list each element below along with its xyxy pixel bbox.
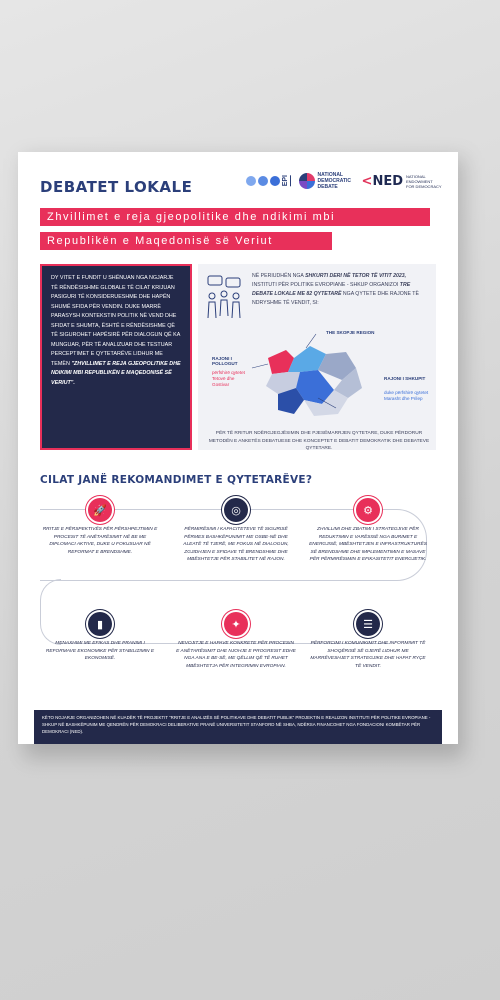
headline-banner-line1: Zhvillimet e reja gjeopolitike dhe ndikimi mbi — [40, 208, 430, 226]
gear-icon: ⚙ — [356, 498, 380, 522]
logo-strip — [246, 172, 442, 190]
people-discussion-icon — [204, 274, 246, 334]
intro-box — [40, 264, 192, 450]
epi-dot-icon — [246, 176, 256, 186]
rocket-icon: 🚀 — [88, 498, 112, 522]
footer-note: KËTO NGJARJE ORGANIZOHEN NË KUADËR TË PROJEKTIT "RRITJE E ANALIZËS SË POLITIKAVE DHE DEBATIT PUBLIK" PROJEKTIN E REALIZON INSTITUTI PËR POLITIKE EVROPIANE - SHKUP NË BASHKËPUNIM ME QENDRËN PËR DEMOKRACI DELIBERATIVE PRANË UNIVERSITETIT STANFORD NË SHBA, NDËRSA FINANCOHET NGA FONDACIONI KOMBËTAR PËR DEMOKRACI (NED). — [34, 710, 442, 744]
bar-chart-icon: ▮ — [88, 612, 112, 636]
recommendation-item: ▮ MENAXHIMI ME EFIKAS DHE PRANIMI I REFORMAVE EKONOMIKE PËR STABILIZIMIN E EKONOMISË. — [40, 612, 160, 663]
polog-region-label: RAJONI I POLLOGUT — [212, 356, 238, 366]
flyer-sheet — [18, 152, 458, 744]
recommendation-item: ✦ NEVOJITJE E HAPAVE KONKRETE PËR PROCESIN E ANËTARËSIMIT DHE NJOHJE E PROGRESIT EDHE NGA ANA E BE-SË, ME QËLLIM QË TË RUHET MBËSHTETJA PËR INTEGRIMIN EVROPIAN. — [176, 612, 296, 670]
intro-text: DY VITET E FUNDIT U SHËNUAN NGA NGJARJE TË RËNDËSISHME GLOBALE TË CILAT KRIJUAN PASIGURI TË KONSIDERUESHME DHE HAPËN SHUMË SFIDA PËR VENDIN. DUKE MARRË PARASYSH KONTEKSTIN POLITIK NË VEND DHE SFIDAT E SHUMTA, ËSHTË E RËNDËSISHME QË TË SIGUROHET HAPËSIRË PËR DIALOGUN QË KA MUNGUAR, PËR TË ANALIZUAR DHE TESTUAR PERCEPTIMET E QYTETARËVE LIDHUR ME TEMËN — [51, 275, 181, 367]
flyer-title: DEBATET LOKALE — [40, 178, 193, 196]
recommendation-item: ☰ PËRFORCIMI I KOMUNIKIMIT DHE INFORMIMIT TË SHOQËRISË SË GJERË LIDHUR ME MARRËVESHJET STRATEGJIKE DHE HAPAT RYÇE TË VENDIT. — [308, 612, 428, 670]
pelagonia-region-sub: duke përfshirë qytetet Marasht dhe Prilep — [384, 390, 429, 401]
ndd-globe-icon — [299, 173, 315, 189]
ned-logo — [362, 174, 442, 189]
pelagonia-region-label: RAJONI I SHKUPIT — [384, 376, 426, 381]
epi-logo — [246, 175, 291, 186]
debates-panel — [198, 264, 436, 450]
intro-emphasis: "ZHVILLIMET E REJA GJEOPOLITIKE DHE NDIKIMI MBI REPUBLIKËN E MAQEDONISË SË VERIUT". — [51, 360, 181, 386]
panel-bottom-note: PËR TË RRITUR NDËRGJEGJËSIMIN DHE PJESËMARRJEN QYTETARE, DUKE PËRDORUR METODËN E ANKETËS DEBATUESE DHE KONCEPTET E DEBATIT DEMOKRATIK DHE DEBATEVE QYTETARE. — [208, 431, 430, 451]
ndd-logo-text: NATIONAL DEMOCRATIC DEBATE — [317, 172, 352, 190]
skopje-region-label: THE SKOPJE REGION — [326, 330, 375, 335]
debates-description: NË PERIUDHËN NGA SHKURTI DERI NË TETOR TË VITIT 2023, INSTITUTI PËR POLITIKE EVROPIANE - SHKUP ORGANIZOI TRE DEBATE LOKALE ME 82 QYTETARË NGA QYTETE DHE RAJONE TË NDRYSHME TË VENDIT, SI: — [252, 273, 419, 306]
recommendation-item: ◎ PËRMIRËSIMI I KAPACITETEVE TË SIGURISË PËRMES BASHKËPUNIMIT ME OSBE-NË DHE ALEATË TË TJERË, ME FOKUS NË DIALOGUN, ZGJIDHJEN E SFIDAVE TË BRENDSHME DHE MBËSHTETJE PËR STABILITET NË RAJON. — [176, 498, 296, 564]
epi-dot-icon — [258, 176, 268, 186]
headline-banner-line2: Republikën e Maqedonisë së Veriut — [40, 232, 332, 250]
lightbulb-icon: ✦ — [224, 612, 248, 636]
recommendations-title: CILAT JANË REKOMANDIMET E QYTETARËVE? — [40, 474, 313, 486]
recommendation-item: ⚙ ZHVILLIMI DHE ZBATIMI I STRATEGJIVE PËR REDUKTIMIN E VARËSISË NGA BURIMET E ENERGJISË, MBËSHTETJEN E INFRASTRUKTURËS SË BRENDSHME DHE IMPLEMENTIMIN E MASAVE PËR PËRMIRËSIMIN E EFIKASITETIT ENERGJETIK. — [308, 498, 428, 564]
ndd-logo — [299, 172, 354, 190]
ned-logo-mark: <NED — [361, 173, 403, 189]
target-icon: ◎ — [224, 498, 248, 522]
checklist-icon: ☰ — [356, 612, 380, 636]
north-macedonia-map — [238, 328, 368, 428]
recommendation-item: 🚀 RRITJE E PËRSPEKTIVËS PËR PËRSHPEJTIMIN E PROCESIT TË ANËTARËSIMIT NË BE ME DIPLOMACI AKTIVE, DUKE U FOKUSUAR NË REFORMAT E BRENDSHME. — [40, 498, 160, 556]
epi-logo-text: EPI — [281, 175, 289, 187]
epi-dot-icon — [270, 176, 280, 186]
ned-logo-text: NATIONAL ENDOWMENT FOR DEMOCRACY — [406, 173, 442, 189]
polog-region-sub: përfshirë qytetet Tetovë dhe Gostivar — [212, 370, 245, 387]
